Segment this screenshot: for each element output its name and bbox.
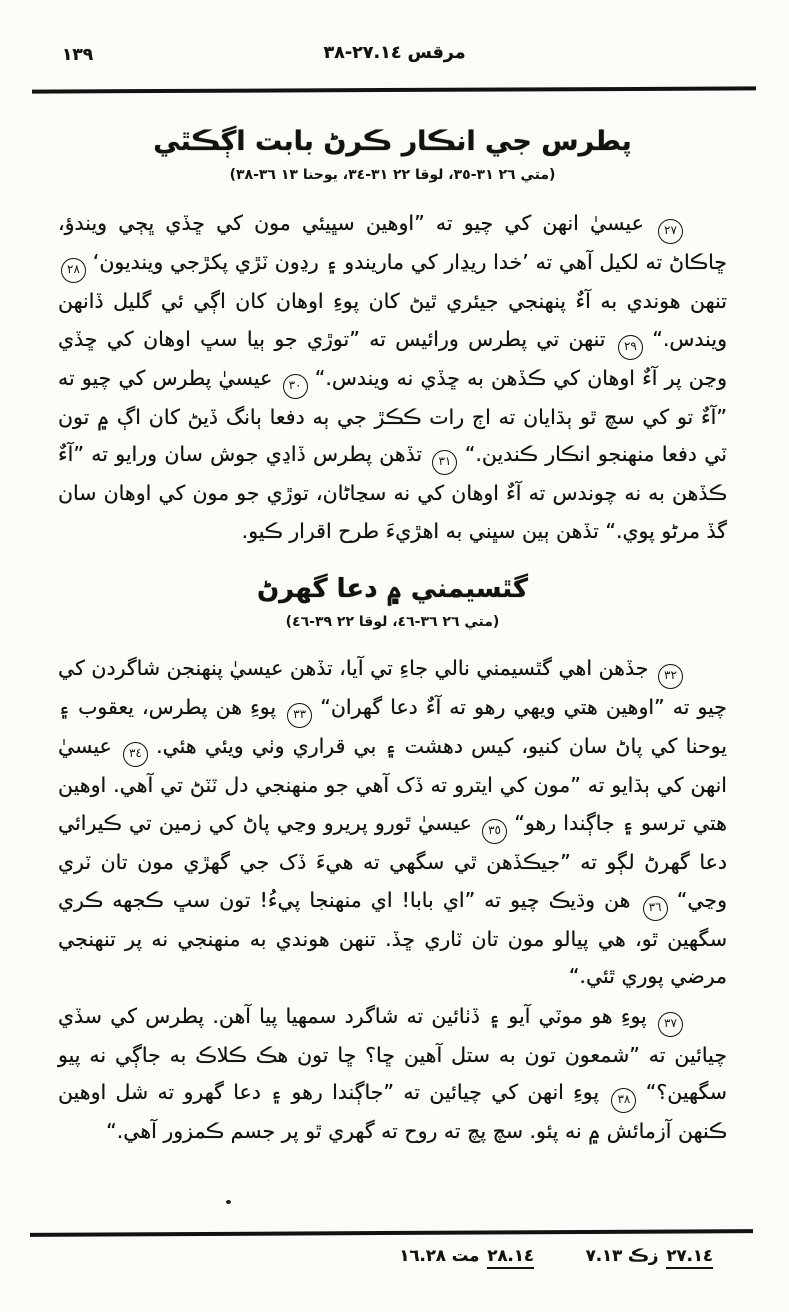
verse-number: ٣٨ — [611, 1088, 636, 1113]
footnote-verse-ref: ٢٨.١٤ — [487, 1246, 534, 1269]
verse-number: ٣٧ — [658, 1012, 683, 1037]
verse-number: ٣٠ — [283, 374, 308, 399]
verse-text: هن وڌيڪ چيو ته ”اي بابا! اي منهنجا پيءُ! تون سڀ ڪجهه ڪري سگهين ٿو، هي پيالو مون تان ٽاري ڇڏ. تنهن هوندي به منهنجي نه پر تنهنجي مرضي پوري ٿئي.“ — [58, 887, 727, 989]
page-number: ١٣٩ — [62, 45, 94, 65]
running-head: مرقس ١٤‏.‏٢٧-٣٨ — [323, 43, 466, 63]
footnote-source-ref: زڪ ٧.١٣ — [585, 1246, 659, 1265]
verse-number: ٢٩ — [618, 335, 643, 360]
section-heading-gethsemane: گٿسيمني ۾ دعا گهرڻ — [256, 574, 529, 605]
footnotes — [399, 1246, 713, 1269]
verse-text: پوءِ انهن کي چيائين ته ”جاڳندا رهو ۽ دعا گهرو ته شل اوهين ڪنهن آزمائش ۾ نه پئو. سچ پچ ته روح ته گهري ٿو پر جسم ڪمزور آهي.“ — [58, 1080, 727, 1144]
verse-number: ٣٣ — [287, 703, 312, 728]
ink-dot — [226, 1200, 231, 1204]
verse-text: پوءِ هن پطرس، يعقوب ۽ يوحنا کي پاڻ سان کنيو، کيس دهشت ۽ بي قراري وٺي ويئي هئي. — [58, 695, 727, 759]
verse-text: پوءِ هو موٽي آيو ۽ ڏٺائين ته شاگرد سمهيا پيا آهن. پطرس کي سڏي چيائين ته ”شمعون تون به ستل آهين ڇا؟ ڇا تون هڪ ڪلاڪ به جاڳي نه پيو سگهين؟“ — [58, 1003, 727, 1105]
parallel-references: (متي ٢٦ ٣٦-٤٦، لوقا ٢٢ ٣٩-٤٦) — [285, 614, 500, 631]
verse-text: تنهن هوندي به آءٌ پنهنجي جيئري ٿيڻ کان پوءِ اوهان کان اڳي ئي گليل ڏانهن ويندس.“ — [58, 289, 727, 351]
verse-number: ٣١ — [432, 450, 457, 475]
paragraph-sleeping-disciples — [58, 998, 727, 1151]
verse-text: عيسيٰ انهن کي ٻڌايو ته ”مون کي ايترو ته ڏک آهي جو منهنجي دل ٽٽڻ تي آهي. اوهين هتي ترسو ۽ جاڳندا رهو“ — [58, 734, 727, 835]
footnote-verse-ref: ٢٧.١٤ — [666, 1246, 713, 1269]
page-body — [58, 104, 727, 1151]
verse-number: ٣٥ — [482, 819, 507, 844]
verse-text: تڏهن پطرس ڏاڍي جوش سان ورايو ته ”آءٌ ڪڏهن به نه چوندس ته آءٌ اوهان کي نه سڃاڻان، توڙي جو مون کي اوهان سان گڏ مرڻو پوي.“ تڏهن ٻين سڀني به اهڙيءَ طرح اقرار ڪيو. — [58, 442, 727, 543]
verse-number: ٣٦ — [643, 896, 668, 921]
paragraph-denial-prophecy — [58, 205, 727, 550]
footer-rule — [30, 1229, 753, 1237]
header-rule — [32, 86, 756, 93]
section-heading-denial: پطرس جي انڪار ڪرڻ بابت اڳڪٿي — [153, 126, 632, 157]
parallel-references: (متي ٢٦ ٣١-٣٥، لوقا ٢٢ ٣١-٣٤، يوحنا ١٣ ٣٦-٣٨) — [229, 167, 556, 183]
verse-number: ٣٤ — [123, 742, 148, 767]
verse-number: ٢٧ — [658, 219, 683, 244]
paragraph-gethsemane-prayer — [58, 650, 727, 995]
verse-number: ٣٢ — [658, 664, 683, 689]
footnote — [586, 1246, 713, 1265]
verse-text: تنهن تي پطرس ورائيس ته ”توڙي جو ٻيا سڀ اوهان کي ڇڏي وڃن پر آءٌ اوهان کي ڪڏهن به ڇڏي نه ويندس.“ — [58, 326, 727, 390]
verse-text: جڏهن اهي گٿسيمني نالي جاءِ تي آيا، تڏهن عيسيٰ پنهنجن شاگردن کي چيو ته ”اوهين هتي ويهي رهو ته آءٌ دعا گهران“ — [58, 656, 727, 720]
footnote-source-ref: مت ١٦.٢٨ — [399, 1246, 480, 1265]
verse-number: ٢٨ — [61, 258, 86, 283]
verse-text: عيسيٰ انهن کي چيو ته ”اوهين سڀيئي مون کي ڇڏي ڀڄي ويندؤ، ڇاڪاڻ ته لکيل آهي ته ’خدا ريڍار کي ماريندو ۽ رڍون ٽڙي پکڙجي وينديون‘ — [58, 211, 727, 274]
verse-text: عيسيٰ پطرس کي چيو ته ”آءٌ تو کي سچ ٿو ٻڌايان ته اڄ رات ڪڪڙ جي ٻه دفعا ٻانگ ڏيڻ کان اڳ ۾ تون ٽي دفعا منهنجو انڪار ڪندين.“ — [58, 365, 727, 467]
verse-text: عيسيٰ ٿورو پريرو وڃي پاڻ کي زمين تي ڪيرائي دعا گهرڻ لڳو ته ”جيڪڏهن ٿي سگهي ته هيءَ ڏک جي گهڙي مون تان ٽري وڃي“ — [58, 810, 727, 912]
footnote — [399, 1246, 534, 1265]
